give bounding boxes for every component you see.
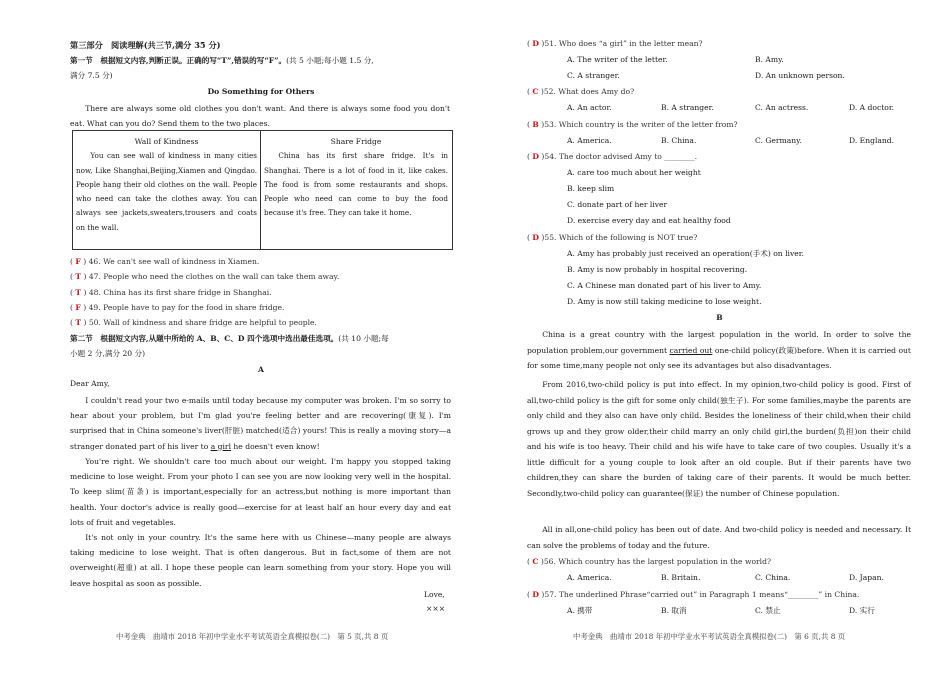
mc-question-54: ( D )54. The doctor advised Amy to ________.	[527, 152, 698, 161]
answer-mark: C	[532, 557, 539, 566]
question-text: 51. Who does “a girl” in the letter mean?	[544, 39, 703, 48]
part1-heading-note2: 满分 7.5 分)	[70, 71, 113, 80]
option: B. Amy.	[755, 55, 784, 64]
part2-heading-text: 第二节 根据短文内容,从题中所给的 A、B、C、D 四个选项中选出最佳选项。	[70, 334, 339, 343]
answer-mark: D	[532, 233, 539, 242]
letter-paragraph-3: It's not only in your country. It's the same here with us Chinese—many people are always taking medicine to lose weight. That is often dangerous. But in fact,some of them are not overweight(超重) at all. I hope these people can learn something from your story. Hope you will leave hospital as soon as possible.	[70, 533, 451, 588]
mc-question-51: ( D )51. Who does “a girl” in the letter mean?	[527, 39, 703, 48]
option: C. A stranger.	[567, 71, 620, 80]
page-footer-left: 中考金典 曲靖市 2018 年初中学业水平考试英语全真模拟卷(二) 第 5 页,共 8 页	[116, 632, 389, 641]
answer-mark: T	[75, 288, 82, 297]
passage-b-paragraph-3: All in all,one-child policy has been out of date. And two-child policy is needed and necessary. It can solve the problems of today and the future.	[527, 525, 911, 550]
answer-mark: D	[532, 152, 539, 161]
option: B. 取消	[661, 606, 687, 615]
option: C. 禁止	[755, 606, 781, 615]
option: D. Japan.	[849, 573, 884, 582]
passage-b-label: B	[716, 313, 723, 322]
section-title: 第三部分 阅读理解(共三节,满分 35 分)	[70, 40, 221, 50]
option: C. A Chinese man donated part of his liver to Amy.	[567, 281, 762, 290]
table-cell-fridge	[261, 131, 451, 221]
passage-title: Do Something for Others	[207, 87, 315, 96]
option: A. An actor.	[567, 103, 612, 112]
table-text-fridge: China has its first share fridge. It's in Shanghai. There is a lot of food in it, like cakes. The food is from some restaurants and shops. People who need can come to buy the food because it's free. They can take it home.	[264, 151, 448, 218]
option: A. America.	[567, 136, 612, 145]
answer-mark: D	[532, 39, 539, 48]
tf-question: ( T ) 48. China has its first share fridge in Shanghai.	[70, 288, 272, 297]
answer-mark: D	[532, 590, 539, 599]
question-text: 52. What does Amy do?	[543, 87, 635, 96]
page-footer-right: 中考金典 曲靖市 2018 年初中学业水平考试英语全真模拟卷(二) 第 6 页,共 8 页	[573, 632, 846, 641]
question-text: 55. Which of the following is NOT true?	[544, 233, 698, 242]
question-text: 50. Wall of kindness and share fridge are helpful to people.	[88, 318, 317, 327]
part2-heading	[70, 334, 389, 343]
letter-paragraph-1	[70, 393, 451, 454]
tf-question: ( T ) 47. People who need the clothes on the wall can take them away.	[70, 272, 340, 281]
answer-mark: F	[75, 257, 81, 266]
question-text: 53. Which country is the writer of the letter from?	[544, 120, 738, 129]
question-text: 56. Which country has the largest population in the world?	[543, 557, 772, 566]
option: C. donate part of her liver	[567, 200, 668, 209]
part1-heading	[70, 56, 374, 65]
option: A. care too much about her weight	[567, 168, 701, 177]
option: D. A doctor.	[849, 103, 895, 112]
letter-paragraph-2: You're right. We shouldn't care too much about our weight. I'm happy you stopped taking medicine to lose weight. From your photo I can see you are now looking very well in the hospital. To keep slim(苗条) is important,especially for an actress,but nothing is more important than health. Your doctor's advice is really good—exercise for at least half an hour every day and eat lots of fruit and vegetables.	[70, 457, 451, 527]
option: B. Britain.	[661, 573, 701, 582]
option: A. The writer of the letter.	[567, 55, 668, 64]
part2-heading-note: (共 10 小题;每	[338, 334, 389, 343]
table-title-fridge: Share Fridge	[330, 137, 382, 146]
option: C. Germany.	[755, 136, 802, 145]
mc-question-55: ( D )55. Which of the following is NOT true?	[527, 233, 698, 242]
part1-heading-note: (共 5 小题;每小题 1.5 分,	[286, 56, 374, 65]
answer-mark: T	[75, 272, 82, 281]
option: B. A stranger.	[661, 103, 714, 112]
letter-signature: ×××	[426, 604, 446, 613]
answer-mark: F	[75, 303, 81, 312]
tf-question: ( F ) 49. People have to pay for the food in share fridge.	[70, 303, 285, 312]
underlined-a-girl: a girl	[210, 441, 231, 451]
mc-question-56: ( C )56. Which country has the largest population in the world?	[527, 557, 772, 566]
info-table	[72, 130, 453, 250]
letter-signoff: Love,	[424, 590, 445, 599]
table-text-wall: You can see wall of kindness in many cities now, Like Shanghai,Beijing,Xiamen and Qingdao. People hang their old clothes on the wall. People who need can take the clothes away. You can always see jackets,sweaters,trousers and coats on the wall.	[76, 151, 257, 232]
tf-question: ( F ) 46. We can't see wall of kindness in Xiamen.	[70, 257, 260, 266]
question-text: 49. People have to pay for the food in share fridge.	[88, 303, 285, 312]
tf-question: ( T ) 50. Wall of kindness and share fridge are helpful to people.	[70, 318, 317, 327]
part1-heading-text: 第一节 根据短文内容,判断正误。正确的写“T”,错误的写“F”。	[70, 56, 287, 65]
intro-paragraph: There are always some old clothes you don't want. And there is always some food you don't eat. What can you do? Send them to the two places.	[70, 104, 450, 129]
question-text: 47. People who need the clothes on the wall can take them away.	[88, 272, 340, 281]
b-p1-tail: one-child policy(政策)before. When it is carried out for some time,many people not only see its advantages but also disadvantages.	[527, 345, 911, 371]
letter-p1-text: I couldn't read your two e-mails until today because my computer was broken. I'm so sorry to hear about your problem, but I'm glad you're feeling better and are recovering(康复). I'm surprised that in China someone's liver(肝脏) matched(适合) yours! This is really a moving story—a stranger donated part of his liver to	[70, 396, 451, 451]
option: D. 实行	[849, 606, 875, 615]
answer-mark: T	[75, 318, 82, 327]
option: A. Amy has probably just received an operation(手术) on liver.	[567, 249, 804, 258]
underlined-carried-out: carried out	[669, 345, 713, 355]
part2-heading-note2: 小题 2 分,满分 20 分)	[70, 349, 146, 358]
table-title-wall: Wall of Kindness	[134, 137, 199, 146]
letter-salutation: Dear Amy,	[70, 379, 110, 388]
question-text: 46. We can't see wall of kindness in Xiamen.	[88, 257, 260, 266]
letter-p1-tail: he doesn't even know!	[231, 441, 320, 451]
option: C. An actress.	[755, 103, 809, 112]
option: B. China.	[661, 136, 697, 145]
question-text: 57. The underlined Phrase“carried out” in Paragraph 1 means“________” in China.	[544, 590, 860, 599]
mc-question-57: ( D )57. The underlined Phrase“carried out” in Paragraph 1 means“________” in China.	[527, 590, 860, 599]
option: D. exercise every day and eat healthy food	[567, 216, 731, 225]
passage-b-paragraph-2: From 2016,two-child policy is put into effect. In my opinion,two-child policy is good. First of all,two-child policy is the gift for some only child(独生子). For some families,maybe the parents are only child and they also can have only child. Besides the loneliness of their child,when their child grows up and they grow older,their child marry an only child girl,the burden(负担)on their child and his wife is too heavy. Their child and his wife have to take care of two couples. Usually it's a little difficult for a young couple to look after an old couple. But if their parents have two children,they can share the burden of taking care of their parents. It would be much better. Secondly,two-child policy can guarantee(保证) the number of Chinese population.	[527, 380, 911, 498]
passage-a-label: A	[258, 365, 264, 374]
option: C. China.	[755, 573, 791, 582]
mc-question-53: ( B )53. Which country is the writer of the letter from?	[527, 120, 738, 129]
b-p1-text: China is a great country with the largest population in the world. In order to solve the population problem,our government	[527, 330, 911, 355]
answer-mark: B	[532, 120, 539, 129]
passage-b-paragraph-1	[527, 327, 911, 374]
option: D. Amy is now still taking medicine to lose weight.	[567, 297, 762, 306]
option: A. America.	[567, 573, 612, 582]
question-text: 54. The doctor advised Amy to ________.	[544, 152, 698, 161]
option: D. An unknown person.	[755, 71, 845, 80]
option: B. Amy is now probably in hospital recovering.	[567, 265, 748, 274]
answer-mark: C	[532, 87, 539, 96]
question-text: 48. China has its first share fridge in Shanghai.	[88, 288, 272, 297]
table-cell-wall	[73, 131, 260, 235]
option: D. England.	[849, 136, 895, 145]
mc-question-52: ( C )52. What does Amy do?	[527, 87, 635, 96]
option: B. keep slim	[567, 184, 615, 193]
option: A. 携带	[567, 606, 593, 615]
